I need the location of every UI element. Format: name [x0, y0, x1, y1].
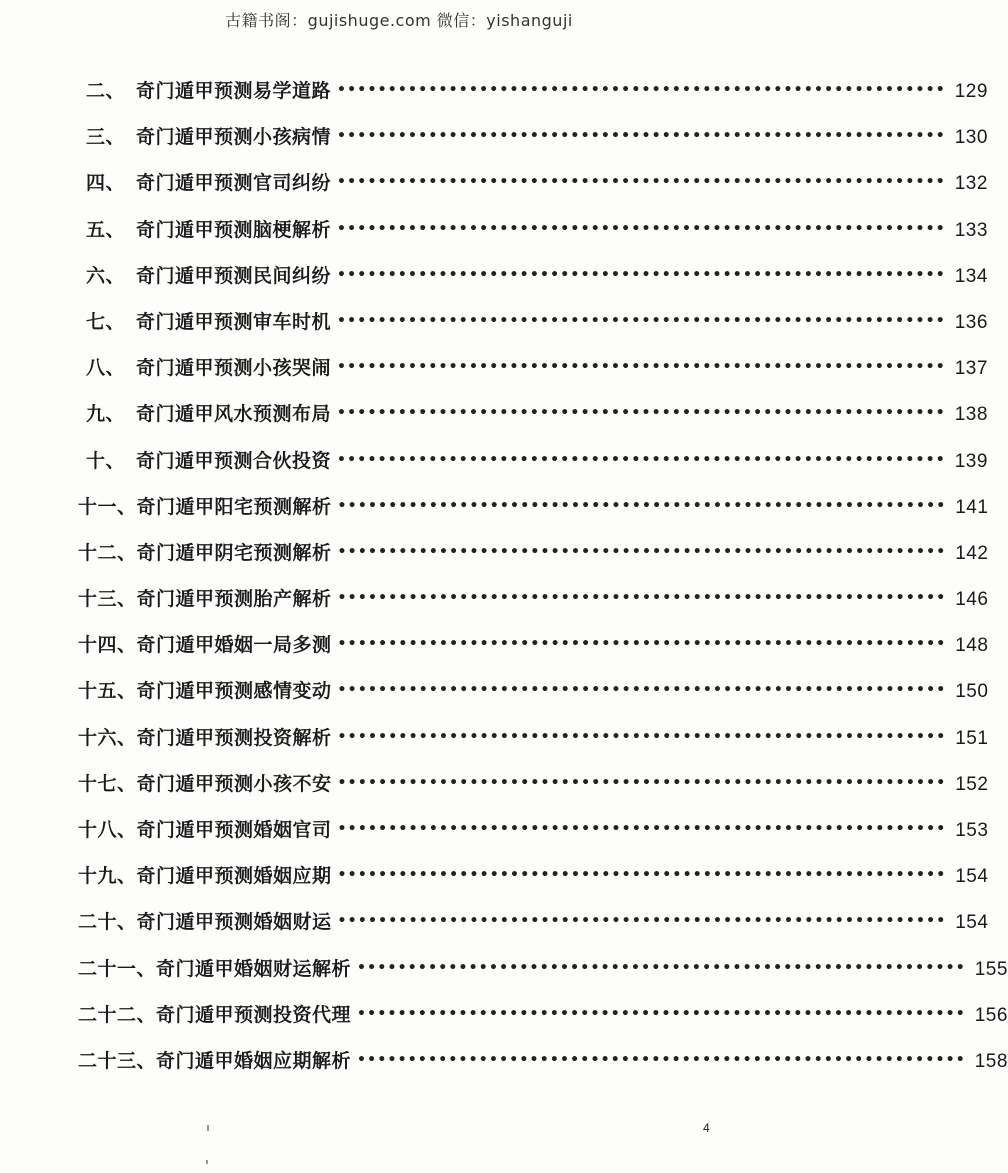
toc-entry[interactable] [78, 723, 989, 769]
toc-dot-leader: •••••••••••••••••••••••••••••••••••••••••••••••••••••••••••• [337, 451, 946, 468]
toc-entry[interactable] [78, 399, 988, 445]
toc-entry-title: 奇门遁甲预测投资解析 [136, 726, 332, 749]
toc-entry[interactable] [78, 538, 989, 584]
toc-entry-page: 158 [974, 1050, 1008, 1072]
scan-speck [206, 1160, 208, 1164]
toc-entry-number: 十、 [86, 449, 126, 472]
toc-dot-leader: •••••••••••••••••••••••••••••••••••••••••••••••••••••••••••• [337, 497, 947, 514]
toc-entry-page: 141 [955, 496, 989, 518]
toc-entry[interactable] [78, 261, 988, 307]
toc-dot-leader: •••••••••••••••••••••••••••••••••••••••••••••••••••••••••••• [357, 1051, 966, 1068]
toc-dot-leader: •••••••••••••••••••••••••••••••••••••••••••••••••••••••••••• [337, 312, 946, 329]
toc-entry-title: 奇门遁甲预测婚姻财运 [136, 911, 332, 934]
toc-entry[interactable] [78, 1046, 1008, 1092]
toc-entry[interactable] [78, 1000, 1008, 1046]
toc-entry-title: 奇门遁甲预测民间纠纷 [136, 264, 332, 287]
toc-entry-page: 152 [955, 773, 989, 795]
toc-dot-leader: •••••••••••••••••••••••••••••••••••••••••••••••••••••••••••• [337, 128, 946, 145]
toc-entry-number: 十二、 [78, 541, 137, 564]
toc-entry-title: 奇门遁甲预测审车时机 [136, 310, 332, 333]
toc-entry-title: 奇门遁甲风水预测布局 [136, 403, 332, 426]
toc-entry[interactable] [78, 769, 989, 815]
toc-dot-leader: •••••••••••••••••••••••••••••••••••••••••••••••••••••••••••• [337, 682, 947, 699]
toc-entry-page: 137 [954, 358, 988, 380]
toc-entry-number: 十六、 [78, 726, 137, 749]
toc-entry[interactable] [78, 168, 988, 214]
toc-dot-leader: •••••••••••••••••••••••••••••••••••••••••••••••••••••••••••• [337, 220, 946, 237]
scan-speck [207, 1125, 209, 1131]
toc-dot-leader: •••••••••••••••••••••••••••••••••••••••••••••••••••••••••••• [357, 1005, 966, 1022]
toc-entry[interactable] [78, 492, 989, 538]
toc-dot-leader: •••••••••••••••••••••••••••••••••••••••••••••••••••••••••••• [337, 774, 947, 791]
toc-entry-number: 十三、 [78, 588, 137, 611]
watermark-header: 古籍书阁：gujishuge.com 微信：yishanguji [225, 11, 573, 30]
toc-entry[interactable] [78, 122, 988, 168]
toc-entry-page: 153 [955, 820, 989, 841]
toc-dot-leader: •••••••••••••••••••••••••••••••••••••••••••••••••••••••••••• [337, 359, 946, 376]
toc-dot-leader: •••••••••••••••••••••••••••••••••••••••••••••••••••••••••••• [337, 543, 947, 560]
toc-entry[interactable] [78, 861, 989, 907]
toc-entry-page: 129 [954, 81, 988, 102]
toc-dot-leader: •••••••••••••••••••••••••••••••••••••••••••••••••••••••••••• [337, 728, 947, 745]
toc-entry[interactable] [78, 676, 989, 722]
toc-entry[interactable] [78, 630, 989, 676]
toc-entry-number: 十九、 [78, 865, 137, 888]
toc-entry-title: 奇门遁甲预测合伙投资 [136, 449, 332, 472]
toc-entry-title: 奇门遁甲婚姻财运解析 [156, 957, 352, 980]
toc-entry-page: 132 [954, 173, 988, 195]
toc-dot-leader: •••••••••••••••••••••••••••••••••••••••••••••••••••••••••••• [337, 821, 947, 837]
toc-entry-number: 四、 [86, 172, 126, 195]
toc-dot-leader: •••••••••••••••••••••••••••••••••••••••••••••••••••••••••••• [337, 590, 947, 607]
toc-entry-number: 二十二、 [78, 1003, 157, 1026]
toc-entry-number: 七、 [86, 310, 126, 333]
toc-entry-page: 154 [955, 866, 989, 888]
toc-dot-leader: •••••••••••••••••••••••••••••••••••••••••••••••••••••••••••• [357, 959, 966, 976]
toc-entry-title: 奇门遁甲预测易学道路 [136, 80, 332, 102]
toc-entry-number: 八、 [86, 357, 126, 380]
toc-entry-title: 奇门遁甲预测小孩病情 [136, 126, 332, 149]
toc-entry-number: 五、 [86, 218, 126, 241]
toc-dot-leader: •••••••••••••••••••••••••••••••••••••••••••••••••••••••••••• [337, 405, 946, 422]
table-of-contents [78, 76, 1008, 1092]
toc-entry[interactable] [78, 446, 988, 492]
toc-entry-page: 136 [954, 311, 988, 333]
toc-entry-title: 奇门遁甲预测小孩不安 [136, 772, 332, 795]
toc-entry-number: 十八、 [78, 819, 137, 841]
toc-entry[interactable] [78, 907, 989, 953]
toc-entry-title: 奇门遁甲预测官司纠纷 [136, 172, 332, 195]
toc-entry-page: 139 [954, 450, 988, 472]
toc-entry-title: 奇门遁甲预测投资代理 [156, 1003, 352, 1026]
toc-entry-title: 奇门遁甲预测婚姻官司 [136, 819, 332, 841]
toc-entry[interactable] [78, 954, 1008, 1000]
toc-entry-number: 十四、 [78, 634, 137, 657]
toc-dot-leader: •••••••••••••••••••••••••••••••••••••••••••••••••••••••••••• [337, 913, 947, 930]
toc-entry-title: 奇门遁甲预测胎产解析 [136, 588, 332, 611]
toc-entry-page: 154 [955, 912, 989, 934]
toc-entry-title: 奇门遁甲预测婚姻应期 [136, 865, 332, 888]
toc-entry[interactable] [78, 76, 988, 122]
toc-entry-page: 156 [974, 1004, 1008, 1026]
toc-entry-number: 十一、 [78, 495, 137, 518]
toc-entry-title: 奇门遁甲阳宅预测解析 [136, 495, 332, 518]
toc-entry[interactable] [78, 815, 989, 861]
toc-entry-page: 146 [955, 589, 989, 611]
toc-entry-page: 150 [955, 681, 989, 703]
toc-entry-title: 奇门遁甲预测脑梗解析 [136, 218, 332, 241]
toc-entry-number: 二十三、 [78, 1049, 157, 1072]
toc-entry[interactable] [78, 353, 988, 399]
toc-entry-page: 142 [955, 542, 989, 564]
toc-entry-number: 二十一、 [78, 957, 157, 980]
toc-entry-page: 138 [954, 404, 988, 426]
toc-entry-number: 九、 [86, 403, 126, 426]
toc-entry-page: 155 [974, 958, 1008, 980]
toc-entry-number: 十五、 [78, 680, 137, 703]
toc-entry-title: 奇门遁甲婚姻应期解析 [156, 1049, 352, 1072]
toc-entry[interactable] [78, 584, 989, 630]
toc-dot-leader: •••••••••••••••••••••••••••••••••••••••••••••••••••••••••••• [337, 266, 946, 283]
page-number: 4 [703, 1121, 710, 1135]
toc-entry-page: 151 [955, 727, 989, 749]
toc-entry-title: 奇门遁甲阴宅预测解析 [136, 541, 332, 564]
toc-entry-number: 六、 [86, 264, 126, 287]
toc-entry-title: 奇门遁甲预测小孩哭闹 [136, 357, 332, 380]
toc-entry-number: 二、 [86, 80, 126, 102]
toc-dot-leader: •••••••••••••••••••••••••••••••••••••••••••••••••••••••••••• [337, 82, 946, 98]
toc-entry[interactable] [78, 307, 988, 353]
toc-entry-number: 二十、 [78, 911, 137, 934]
toc-entry-title: 奇门遁甲预测感情变动 [136, 680, 332, 703]
toc-entry-page: 133 [954, 219, 988, 241]
toc-dot-leader: •••••••••••••••••••••••••••••••••••••••••••••••••••••••••••• [337, 867, 947, 884]
toc-entry-page: 130 [954, 127, 988, 149]
toc-entry-title: 奇门遁甲婚姻一局多测 [136, 634, 332, 657]
toc-dot-leader: •••••••••••••••••••••••••••••••••••••••••••••••••••••••••••• [337, 174, 946, 191]
toc-entry[interactable] [78, 215, 988, 261]
toc-entry-page: 148 [955, 635, 989, 657]
toc-entry-number: 十七、 [78, 772, 137, 795]
toc-dot-leader: •••••••••••••••••••••••••••••••••••••••••••••••••••••••••••• [337, 636, 947, 653]
toc-entry-number: 三、 [86, 126, 126, 149]
toc-entry-page: 134 [954, 265, 988, 287]
